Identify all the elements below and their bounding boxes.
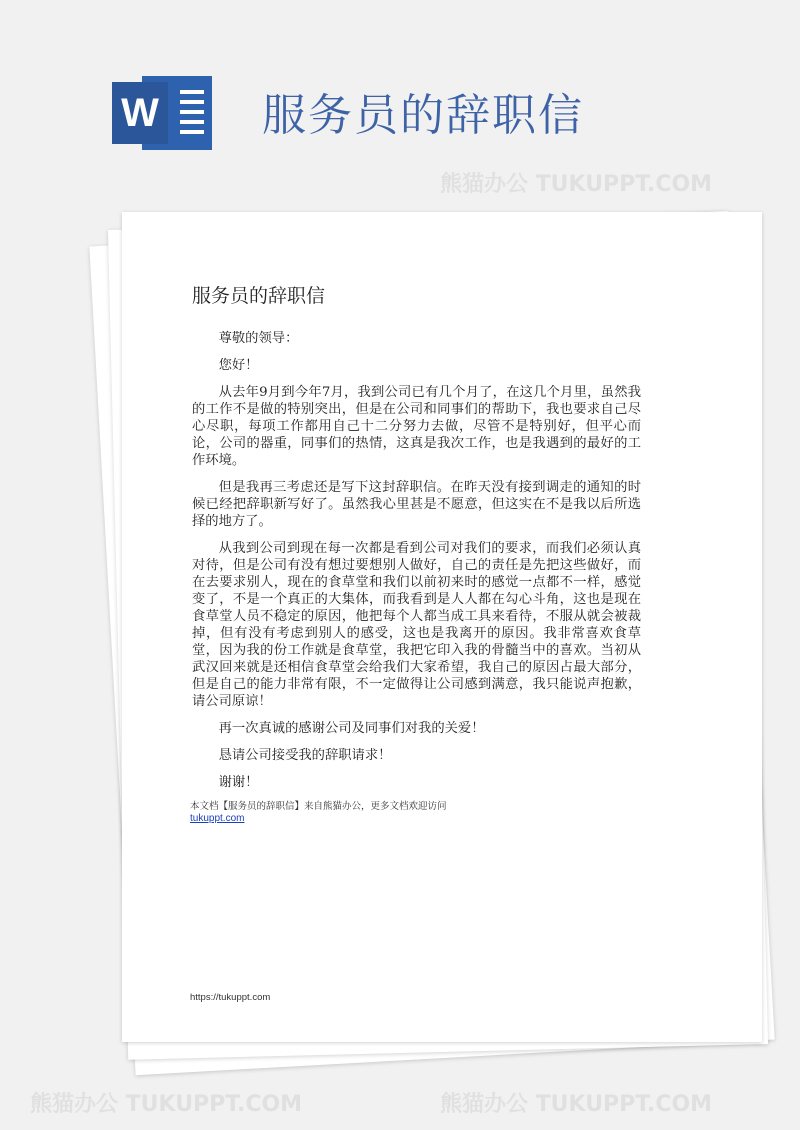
document-flow bbox=[192, 330, 641, 825]
watermark: 熊猫办公 TUKUPPT.COM bbox=[30, 1092, 303, 1117]
paragraph: 从我到公司到现在每一次都是看到公司对我们的要求，而我们必须认真对待，但是公司有没有想过要想别人做好，自己的责任是先把这些做好，而在去要求别人，现在的食草堂和我们以前初来时的感觉一点都不一样，感觉变了，不是一个真正的大集体，而我看到是人人都在勾心斗角，这也是现在食草堂人员不稳定的原因，他把每个人都当成工具来看待，不服从就会被裁掉，但有没有考虑到别人的感受，这也是我离开的原因。我非常喜欢食草堂，因为我的份工作就是食草堂，我把它印入我的骨髓当中的喜欢。当初从武汉回来就是还相信食草堂会给我们大家希望，我自己的原因占最大部分，但是自己的能力非常有限，不一定做得让公司感到满意，我只能说声抱歉，请公司原谅！ bbox=[192, 541, 641, 709]
paragraph: 恳请公司接受我的辞职请求！ bbox=[218, 748, 392, 763]
document-title: 服务员的辞职信 bbox=[192, 285, 326, 307]
paragraph: 从去年9月到今年7月，我到公司已有几个月了，在这几个月里，虽然我的工作不是做的特别突出，但是在公司和同事们的帮助下，我也要求自己尽心尽职，每项工作都用自己十二分努力去做，尽管不是特别好，但平心而论，公司的器重，同事们的热情，这真是我次工作，也是我遇到的最好的工作环境。 bbox=[192, 385, 641, 468]
greeting: 您好！ bbox=[218, 358, 259, 373]
source-note bbox=[190, 801, 641, 825]
watermark: 熊猫办公 TUKUPPT.COM bbox=[440, 1092, 713, 1117]
header-title: 服务员的辞职信 bbox=[262, 90, 584, 141]
word-app-icon bbox=[112, 76, 212, 150]
salutation: 尊敬的领导： bbox=[218, 331, 299, 346]
source-note-text: 本文档【服务员的辞职信】来自熊猫办公，更多文档欢迎访问 bbox=[190, 801, 447, 812]
watermark: 熊猫办公 TUKUPPT.COM bbox=[440, 172, 713, 197]
word-letter: W bbox=[112, 82, 168, 144]
document-body bbox=[192, 330, 641, 791]
closing: 谢谢！ bbox=[218, 775, 259, 790]
source-link[interactable]: tukuppt.com bbox=[190, 813, 245, 824]
document-page bbox=[122, 212, 762, 1042]
page-url: https://tukuppt.com bbox=[190, 992, 271, 1003]
paragraph: 但是我再三考虑还是写下这封辞职信。在昨天没有接到调走的通知的时候已经把辞职新写好了。虽然我心里甚是不愿意，但这实在不是我以后所选择的地方了。 bbox=[192, 480, 641, 529]
paragraph: 再一次真诚的感谢公司及同事们对我的关爱！ bbox=[218, 721, 485, 736]
